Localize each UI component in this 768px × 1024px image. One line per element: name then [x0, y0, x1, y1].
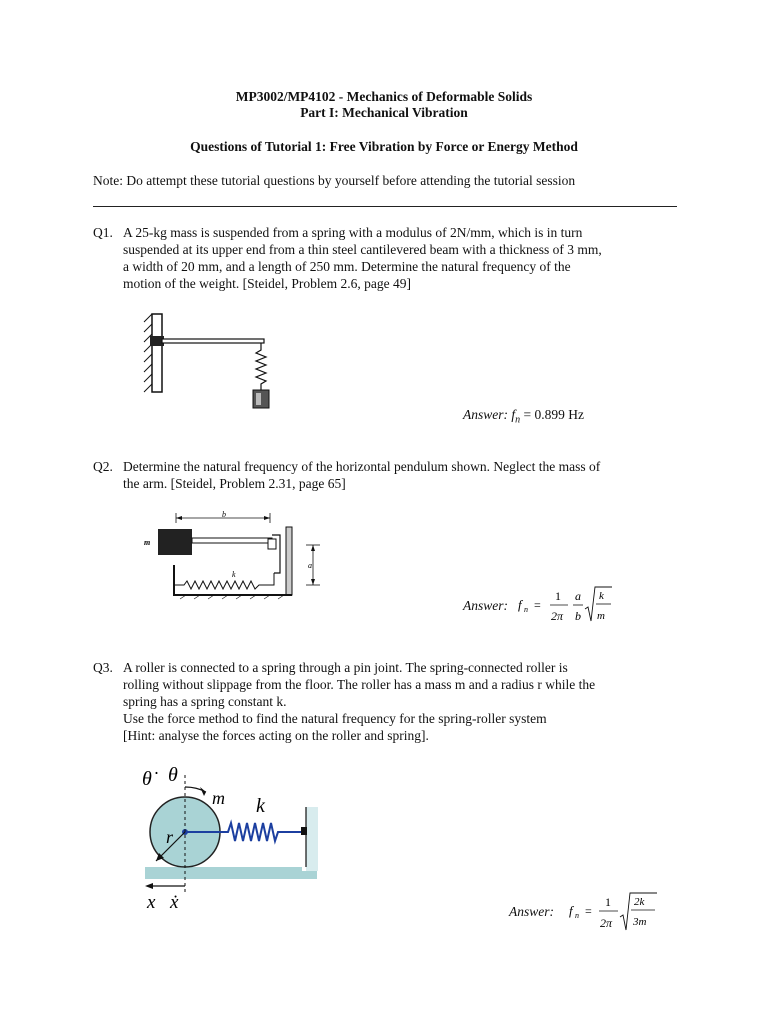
formula-lhs: f — [569, 903, 573, 918]
note-text: Note: Do attempt these tutorial questions by yourself before attending the tutorial session — [93, 173, 576, 188]
formula-num1: 1 — [605, 895, 611, 909]
label-k: k — [232, 570, 236, 579]
part-title: Part I: Mechanical Vibration — [300, 105, 468, 120]
q2-answer-formula — [516, 585, 616, 627]
formula-sub: n — [524, 605, 528, 614]
question-line: a width of 20 mm, and a length of 250 mm. Determine the natural frequency of the — [123, 259, 571, 274]
course-title: MP3002/MP4102 - Mechanics of Deformable Solids — [235, 89, 533, 104]
question-number: Q2. — [93, 459, 113, 474]
question-3 — [93, 659, 693, 749]
tutorial-title: Questions of Tutorial 1: Free Vibration by Force or Energy Method — [190, 139, 578, 154]
formula-rad-num: k — [599, 590, 604, 602]
question-number: Q1. — [93, 225, 113, 240]
q2-answer-label — [463, 598, 508, 614]
formula-lhs: f — [518, 597, 522, 612]
label-r: r — [166, 827, 174, 847]
formula-sub: n — [575, 911, 579, 920]
formula-num1: 1 — [555, 589, 561, 603]
question-line: rolling without slippage from the floor. The roller has a mass m and a radius r while the — [123, 677, 596, 692]
question-line: A roller is connected to a spring through a pin joint. The spring-connected roller is — [123, 660, 568, 675]
q1-answer — [463, 407, 584, 426]
label-m: m — [212, 788, 225, 808]
label-m: m — [144, 538, 151, 547]
answer-label: Answer: — [463, 598, 508, 613]
question-line: the arm. [Steidel, Problem 2.31, page 65] — [123, 476, 346, 491]
formula-den1: 2π — [600, 916, 613, 930]
question-line: Use the force method to find the natural frequency for the spring-roller system — [123, 711, 547, 726]
question-line: A 25-kg mass is suspended from a spring with a modulus of 2N/mm, which is in turn — [123, 225, 583, 240]
question-line: suspended at its upper end from a thin steel cantilevered beam with a thickness of 3 mm, — [123, 242, 602, 257]
label-theta: θ — [168, 764, 178, 786]
label-x-dot: ẋ — [170, 892, 179, 913]
question-number: Q3. — [93, 660, 113, 675]
divider — [93, 206, 677, 207]
formula-den2: b — [575, 609, 581, 623]
answer-label: Answer: — [509, 904, 554, 919]
q3-roller-figure — [130, 755, 330, 915]
formula-num2: a — [575, 589, 581, 603]
label-theta-dot: θ̇ — [142, 768, 152, 790]
question-1 — [93, 224, 693, 294]
label-x: x — [147, 892, 156, 913]
answer-subscript: n — [515, 414, 521, 426]
question-2 — [93, 458, 693, 494]
formula-rad-num: 2k — [634, 896, 645, 908]
formula-rad-den: 3m — [633, 916, 647, 928]
svg-text:=: = — [585, 904, 592, 918]
answer-variable: f — [511, 407, 516, 422]
label-k: k — [256, 795, 265, 817]
formula-rad-den: m — [597, 610, 605, 622]
formula-den1: 2π — [551, 609, 564, 623]
label-a: a — [308, 561, 312, 570]
q3-answer-label — [509, 904, 554, 920]
q2-pendulum-figure — [140, 505, 340, 615]
answer-label: Answer: — [463, 407, 508, 422]
q1-cantilever-figure — [140, 310, 280, 420]
question-line: [Hint: analyse the forces acting on the roller and spring]. — [123, 728, 429, 743]
q3-answer-formula — [567, 890, 662, 934]
question-line: Determine the natural frequency of the horizontal pendulum shown. Neglect the mass of — [123, 459, 601, 474]
label-b: b — [222, 510, 226, 519]
svg-text:=: = — [534, 598, 541, 612]
question-line: motion of the weight. [Steidel, Problem 2.6, page 49] — [123, 276, 411, 291]
question-line: spring has a spring constant k. — [123, 694, 287, 709]
answer-value: = 0.899 Hz — [523, 407, 584, 422]
